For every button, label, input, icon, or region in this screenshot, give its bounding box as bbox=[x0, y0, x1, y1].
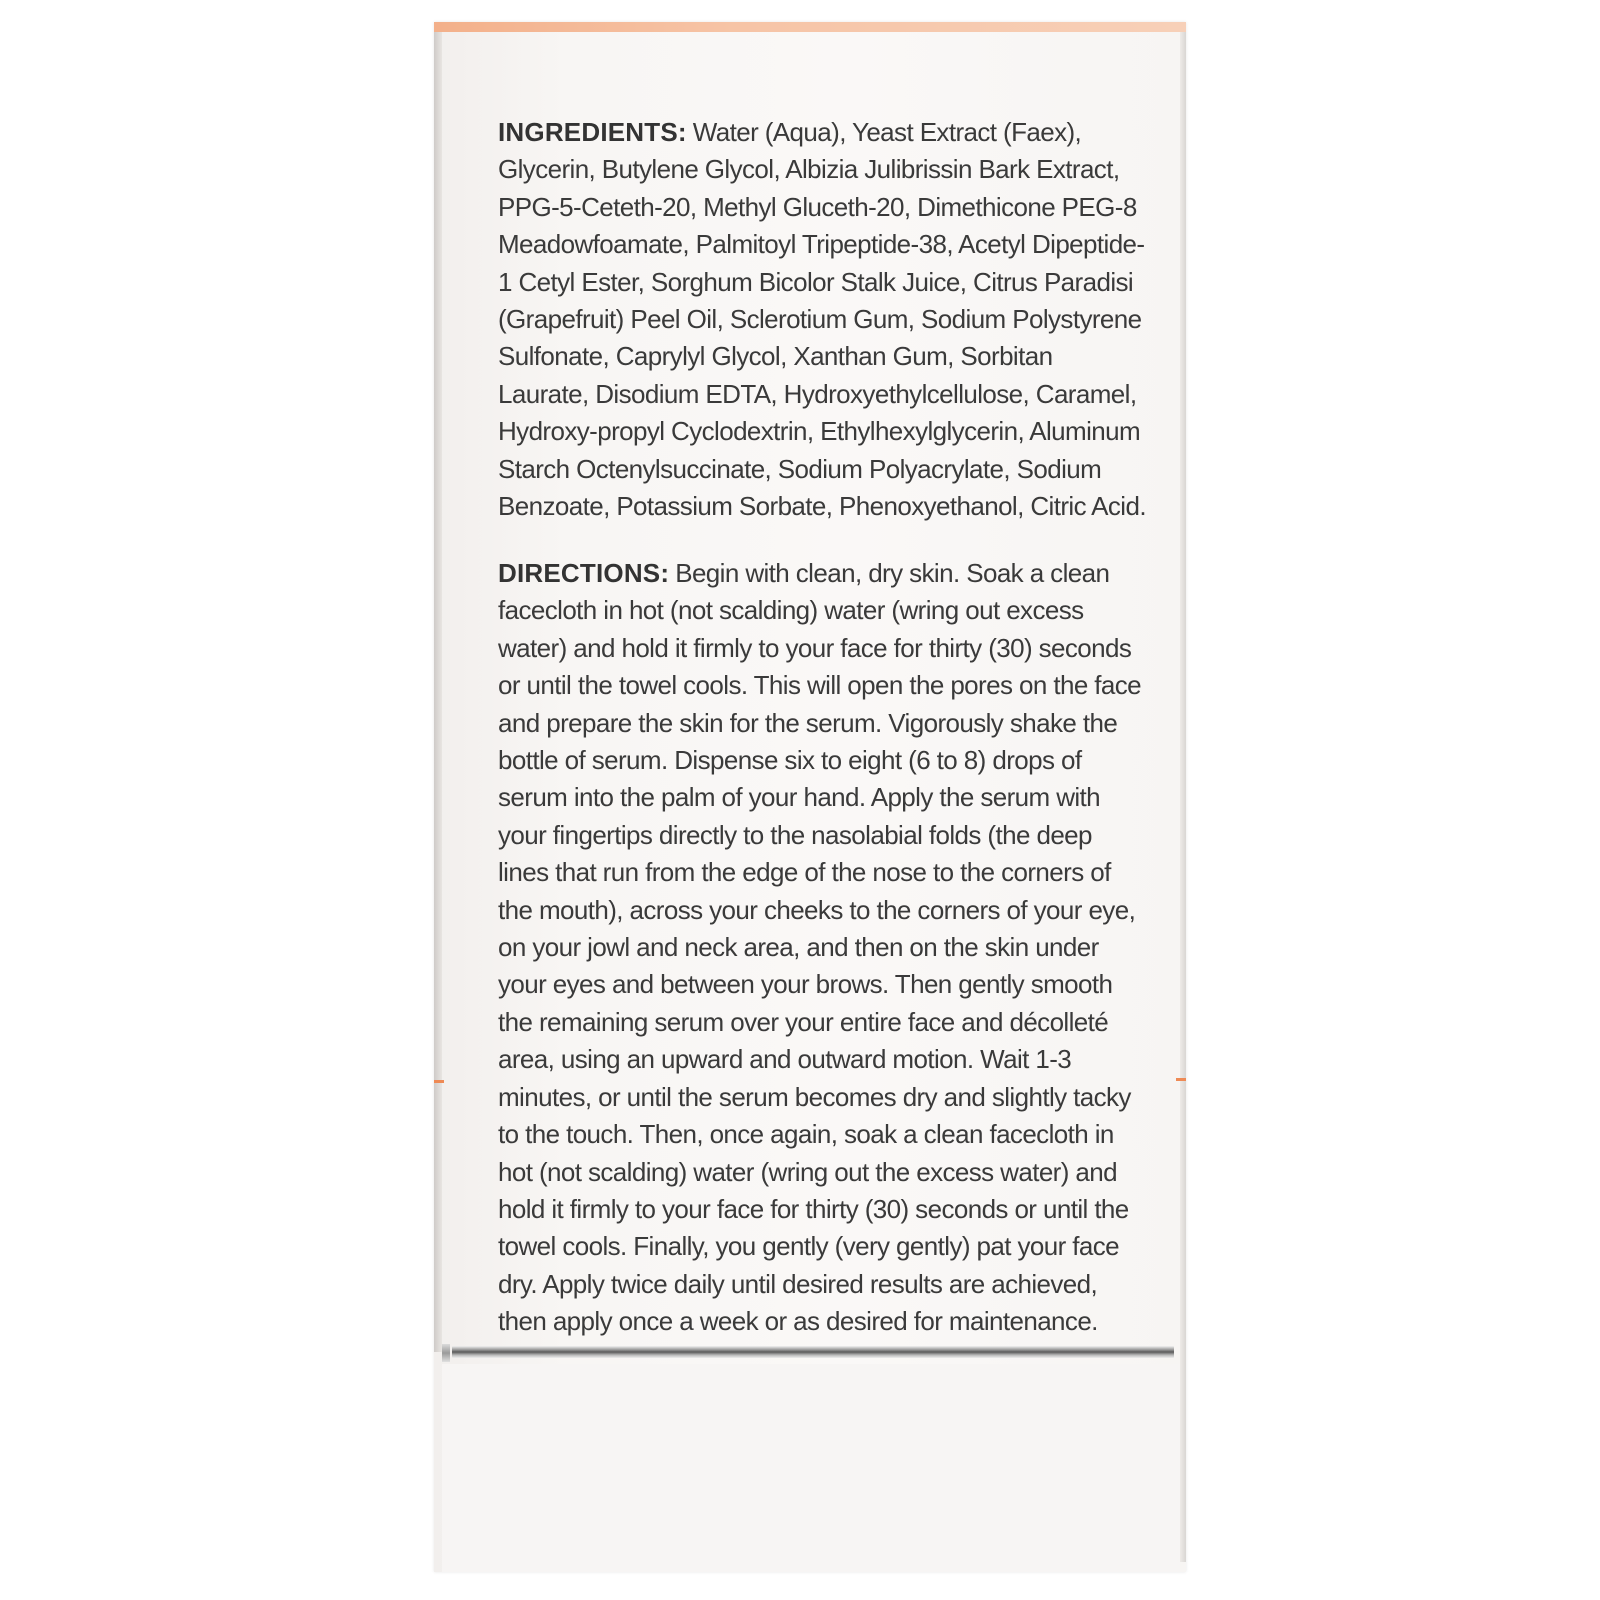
left-orange-mark bbox=[434, 1080, 444, 1083]
box-top-orange-edge bbox=[434, 22, 1186, 32]
box-bottom-panel bbox=[442, 1364, 1180, 1572]
seal-left-cap bbox=[442, 1344, 450, 1362]
ingredients-section bbox=[498, 114, 1148, 525]
right-orange-mark bbox=[1176, 1078, 1186, 1081]
box-left-fold bbox=[434, 32, 442, 1352]
silver-seal-strip bbox=[442, 1344, 1180, 1364]
directions-section bbox=[498, 555, 1148, 1341]
directions-heading: DIRECTIONS: bbox=[498, 558, 670, 588]
ingredients-list: Water (Aqua), Yeast Extract (Faex), Glycerin, Butylene Glycol, Albizia Julibrissin Bark Extract, PPG-5-Ceteth-20, Methyl Gluceth-20, Dimethicone PEG-8 Meadowfoamate, Palmitoyl Tripeptide-38, Acetyl Dipeptide-1 Cetyl Ester, Sorghum Bicolor Stalk Juice, Citrus Paradisi (Grapefruit) Peel Oil, Sclerotium Gum, Sodium Polystyrene Sulfonate, Caprylyl Glycol, Xanthan Gum, Sorbitan Laurate, Disodium EDTA, Hydroxyethylcellulose, Caramel, Hydroxy-propyl Cyclodextrin, Ethylhexylglycerin, Aluminum Starch Octenylsuccinate, Sodium Polyacrylate, Sodium Benzoate, Potassium Sorbate, Phenoxyethanol, Citric Acid. bbox=[498, 117, 1146, 522]
box-right-fold bbox=[1180, 32, 1186, 1562]
ingredients-heading: INGREDIENTS: bbox=[498, 117, 687, 147]
product-box-panel bbox=[434, 22, 1186, 1572]
directions-text: Begin with clean, dry skin. Soak a clean facecloth in hot (not scalding) water (wring out excess water) and hold it firmly to your face for thirty (30) seconds or until the towel cools. This will open the pores on the face and prepare the skin for the serum. Vigorously shake the bottle of serum. Dispense six to eight (6 to 8) drops of serum into the palm of your hand. Apply the serum with your fingertips directly to the nasolabial folds (the deep lines that run from the edge of the nose to the corners of the mouth), across your cheeks to the corners of your eye, on your jowl and neck area, and then on the skin under your eyes and between your brows. Then gently smooth the remaining serum over your entire face and décolleté area, using an upward and outward motion. Wait 1-3 minutes, or until the serum becomes dry and slightly tacky to the touch. Then, once again, soak a clean facecloth in hot (not scalding) water (wring out the excess water) and hold it firmly to your face for thirty (30) seconds or until the towel cools. Finally, you gently (very gently) pat your face dry. Apply twice daily until desired results are achieved, then apply once a week or as desired for maintenance. bbox=[498, 558, 1142, 1337]
seal-foil bbox=[452, 1346, 1174, 1358]
